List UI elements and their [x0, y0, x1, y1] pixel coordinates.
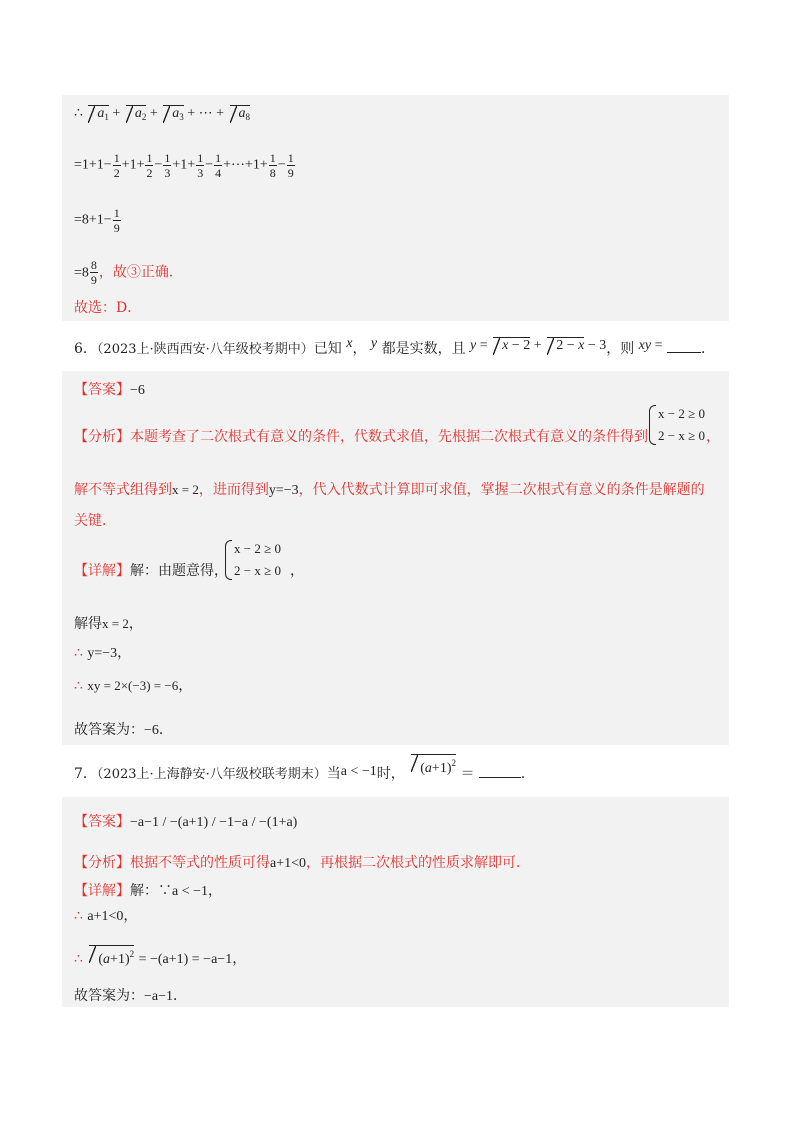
- q5-simplify-line: =8+1− $\frac{1}{9}$: [74, 206, 120, 235]
- q7-stem: 7．（2023上·上海静安·八年级校联考期末）当a < −1时， $(a+1)^2$ ＝ ．: [74, 760, 535, 785]
- q6-equation: y = x − 2 + 2 − x − 3: [470, 338, 607, 353]
- q5-choice-line: 故选：D．: [74, 300, 142, 316]
- q6-analysis-system: x − 2 ≥ 0 2 − x ≥ 0: [648, 403, 705, 447]
- q5-result-line: =8 $\frac{8}{9}$ ，故③正确．: [74, 258, 183, 287]
- q7-answer: 【答案】−a−1 / −(a+1) / −1−a / −(1+a): [74, 814, 298, 830]
- q6-analysis-line3: 关键．: [74, 513, 116, 529]
- q5-sum-line: ∴ $a_1 + a_2 + a_3$ + ⋯ + $a_8$: [74, 104, 250, 125]
- q7-detail-line3: ∴ $(a+1)^2 = -(a+1) = -a-1$，: [74, 945, 246, 970]
- q6-stem: 6．（2023上·陕西西安·八年级校考期中）已知 x， y 都是实数，且 y = x − 2 + 2 − x − 3，则 xy = ．: [74, 336, 715, 357]
- q7-analysis: 【分析】根据不等式的性质可得a+1<0，再根据二次根式的性质求解即可．: [74, 855, 531, 871]
- q5-expansion-line: =1+1− $\frac{1}{2}$ +1+ $\frac{1}{2}$ − $\frac{1}{3}$ +1+ $\frac{1}{3}$ − $\frac{1}{4}$ +⋯+1+ $\frac{1}{8}$ − $\frac{1}{9}$: [74, 151, 294, 180]
- q6-answer: 【答案】−6: [74, 382, 145, 398]
- q6-detail-system: x − 2 ≥ 0 2 − x ≥ 0: [224, 538, 281, 582]
- q6-xy-line: ∴ xy = 2×(−3) = −6，: [74, 678, 193, 694]
- q7-answer-blank: [479, 763, 521, 778]
- q6-y-line: ∴ y=−3，: [74, 645, 132, 661]
- q7-final-line: 故答案为：−a−1．: [74, 988, 188, 1004]
- q6-detail-line1: 【详解】解：由题意得，: [74, 563, 228, 579]
- q6-analysis-line1: 【分析】本题考查了二次根式有意义的条件，代数式求值，先根据二次根式有意义的条件得到: [74, 429, 648, 445]
- q6-final-line: 故答案为：−6．: [74, 722, 173, 738]
- q6-answer-blank: [667, 338, 701, 353]
- q6-analysis-line2: 解不等式组得到x = 2，进而得到y=−3，代入代数式计算即可求值，掌握二次根式有意义的条件是解题的: [74, 482, 705, 498]
- solution-panel-q5: [62, 95, 729, 321]
- q7-detail-line1: 【详解】解：∵a < −1，: [74, 883, 223, 899]
- q7-sqrt-expr: $(a+1)^2$: [409, 761, 456, 776]
- q6-solve-line: 解得x = 2，: [74, 616, 143, 632]
- q7-detail-line2: ∴ a+1<0，: [74, 908, 138, 924]
